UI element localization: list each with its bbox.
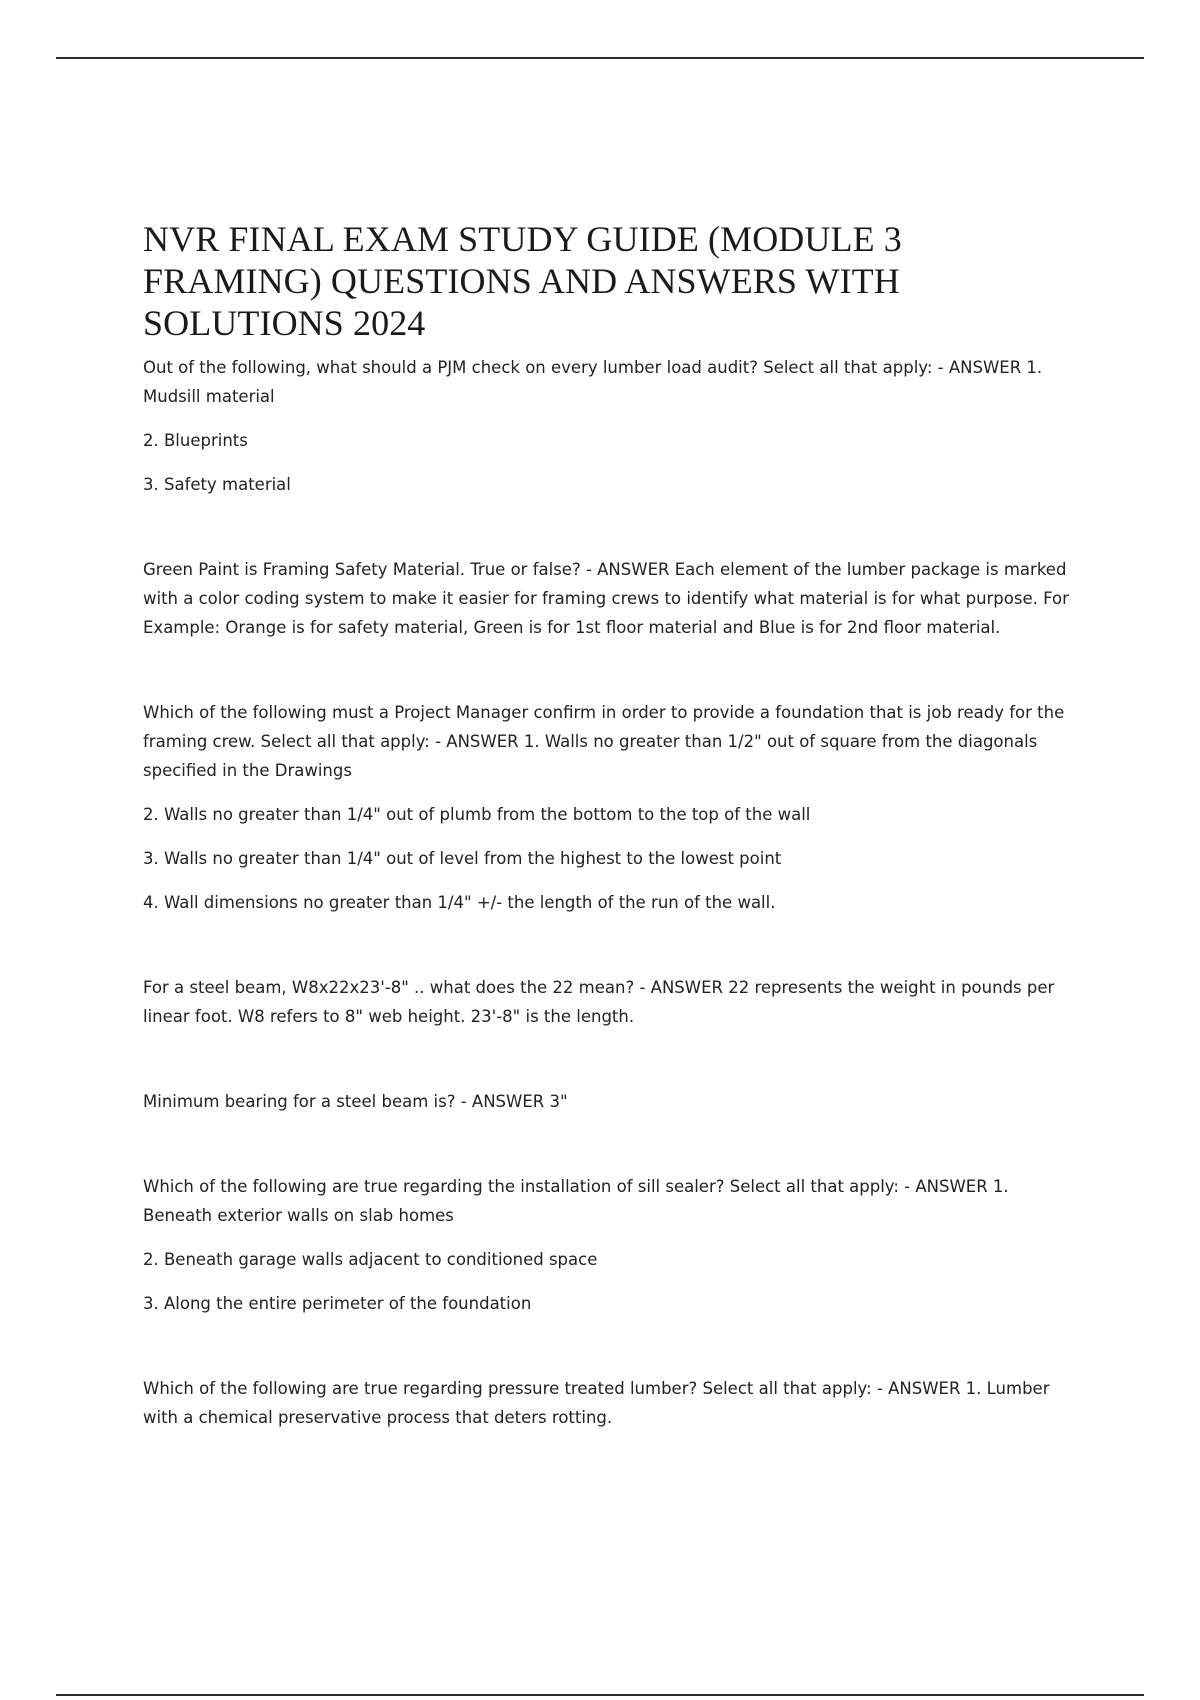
document-title: NVR FINAL EXAM STUDY GUIDE (MODULE 3 FRAMING) QUESTIONS AND ANSWERS WITH SOLUTIONS 2024 <box>143 219 902 343</box>
qa-answer-item: 4. Wall dimensions no greater than 1/4" +/- the length of the run of the wall. <box>143 893 776 912</box>
qa-block-2 <box>143 555 1073 642</box>
top-rule <box>56 57 1144 59</box>
qa-answer-item: 2. Walls no greater than 1/4" out of plumb from the bottom to the top of the wall <box>143 805 811 824</box>
qa-answer-item: 2. Beneath garage walls adjacent to conditioned space <box>143 1250 598 1269</box>
bottom-rule <box>56 1694 1144 1696</box>
qa-block-7 <box>143 1374 1073 1432</box>
qa-question-text: Green Paint is Framing Safety Material. True or false? - ANSWER Each element of the lumber package is marked with a color coding system to make it easier for framing crews to identify what material is for what purpose. For Example: Orange is for safety material, Green is for 1st floor material and Blue is for 2nd floor material. <box>143 560 1069 637</box>
document-body <box>143 218 1073 1432</box>
qa-answer-item: 3. Along the entire perimeter of the foundation <box>143 1294 532 1313</box>
qa-answer-item: 3. Walls no greater than 1/4" out of level from the highest to the lowest point <box>143 849 782 868</box>
qa-question-text: Which of the following are true regarding the installation of sill sealer? Select all that apply: - ANSWER 1. Beneath exterior walls on slab homes <box>143 1177 1009 1225</box>
qa-question-text: For a steel beam, W8x22x23'-8" .. what does the 22 mean? - ANSWER 22 represents the weight in pounds per linear foot. W8 refers to 8" web height. 23'-8" is the length. <box>143 978 1055 1026</box>
qa-block-3 <box>143 698 1073 917</box>
qa-block-4 <box>143 973 1073 1031</box>
qa-answer-item: 2. Blueprints <box>143 431 248 450</box>
qa-question-text: Which of the following must a Project Manager confirm in order to provide a foundation that is job ready for the framing crew. Select all that apply: - ANSWER 1. Walls no greater than 1/2" out of square from the diagonals specified in the Drawings <box>143 703 1065 780</box>
qa-answer-item: 3. Safety material <box>143 475 291 494</box>
qa-block-5 <box>143 1087 1073 1116</box>
qa-block-6 <box>143 1172 1073 1318</box>
qa-block-1 <box>143 353 1073 499</box>
qa-question-text: Out of the following, what should a PJM check on every lumber load audit? Select all that apply: - ANSWER 1. Mudsill material <box>143 358 1043 406</box>
qa-question-text: Which of the following are true regarding pressure treated lumber? Select all that apply: - ANSWER 1. Lumber with a chemical preservative process that deters rotting. <box>143 1379 1050 1427</box>
qa-question-text: Minimum bearing for a steel beam is? - ANSWER 3" <box>143 1092 568 1111</box>
qa-list <box>143 353 1073 1432</box>
